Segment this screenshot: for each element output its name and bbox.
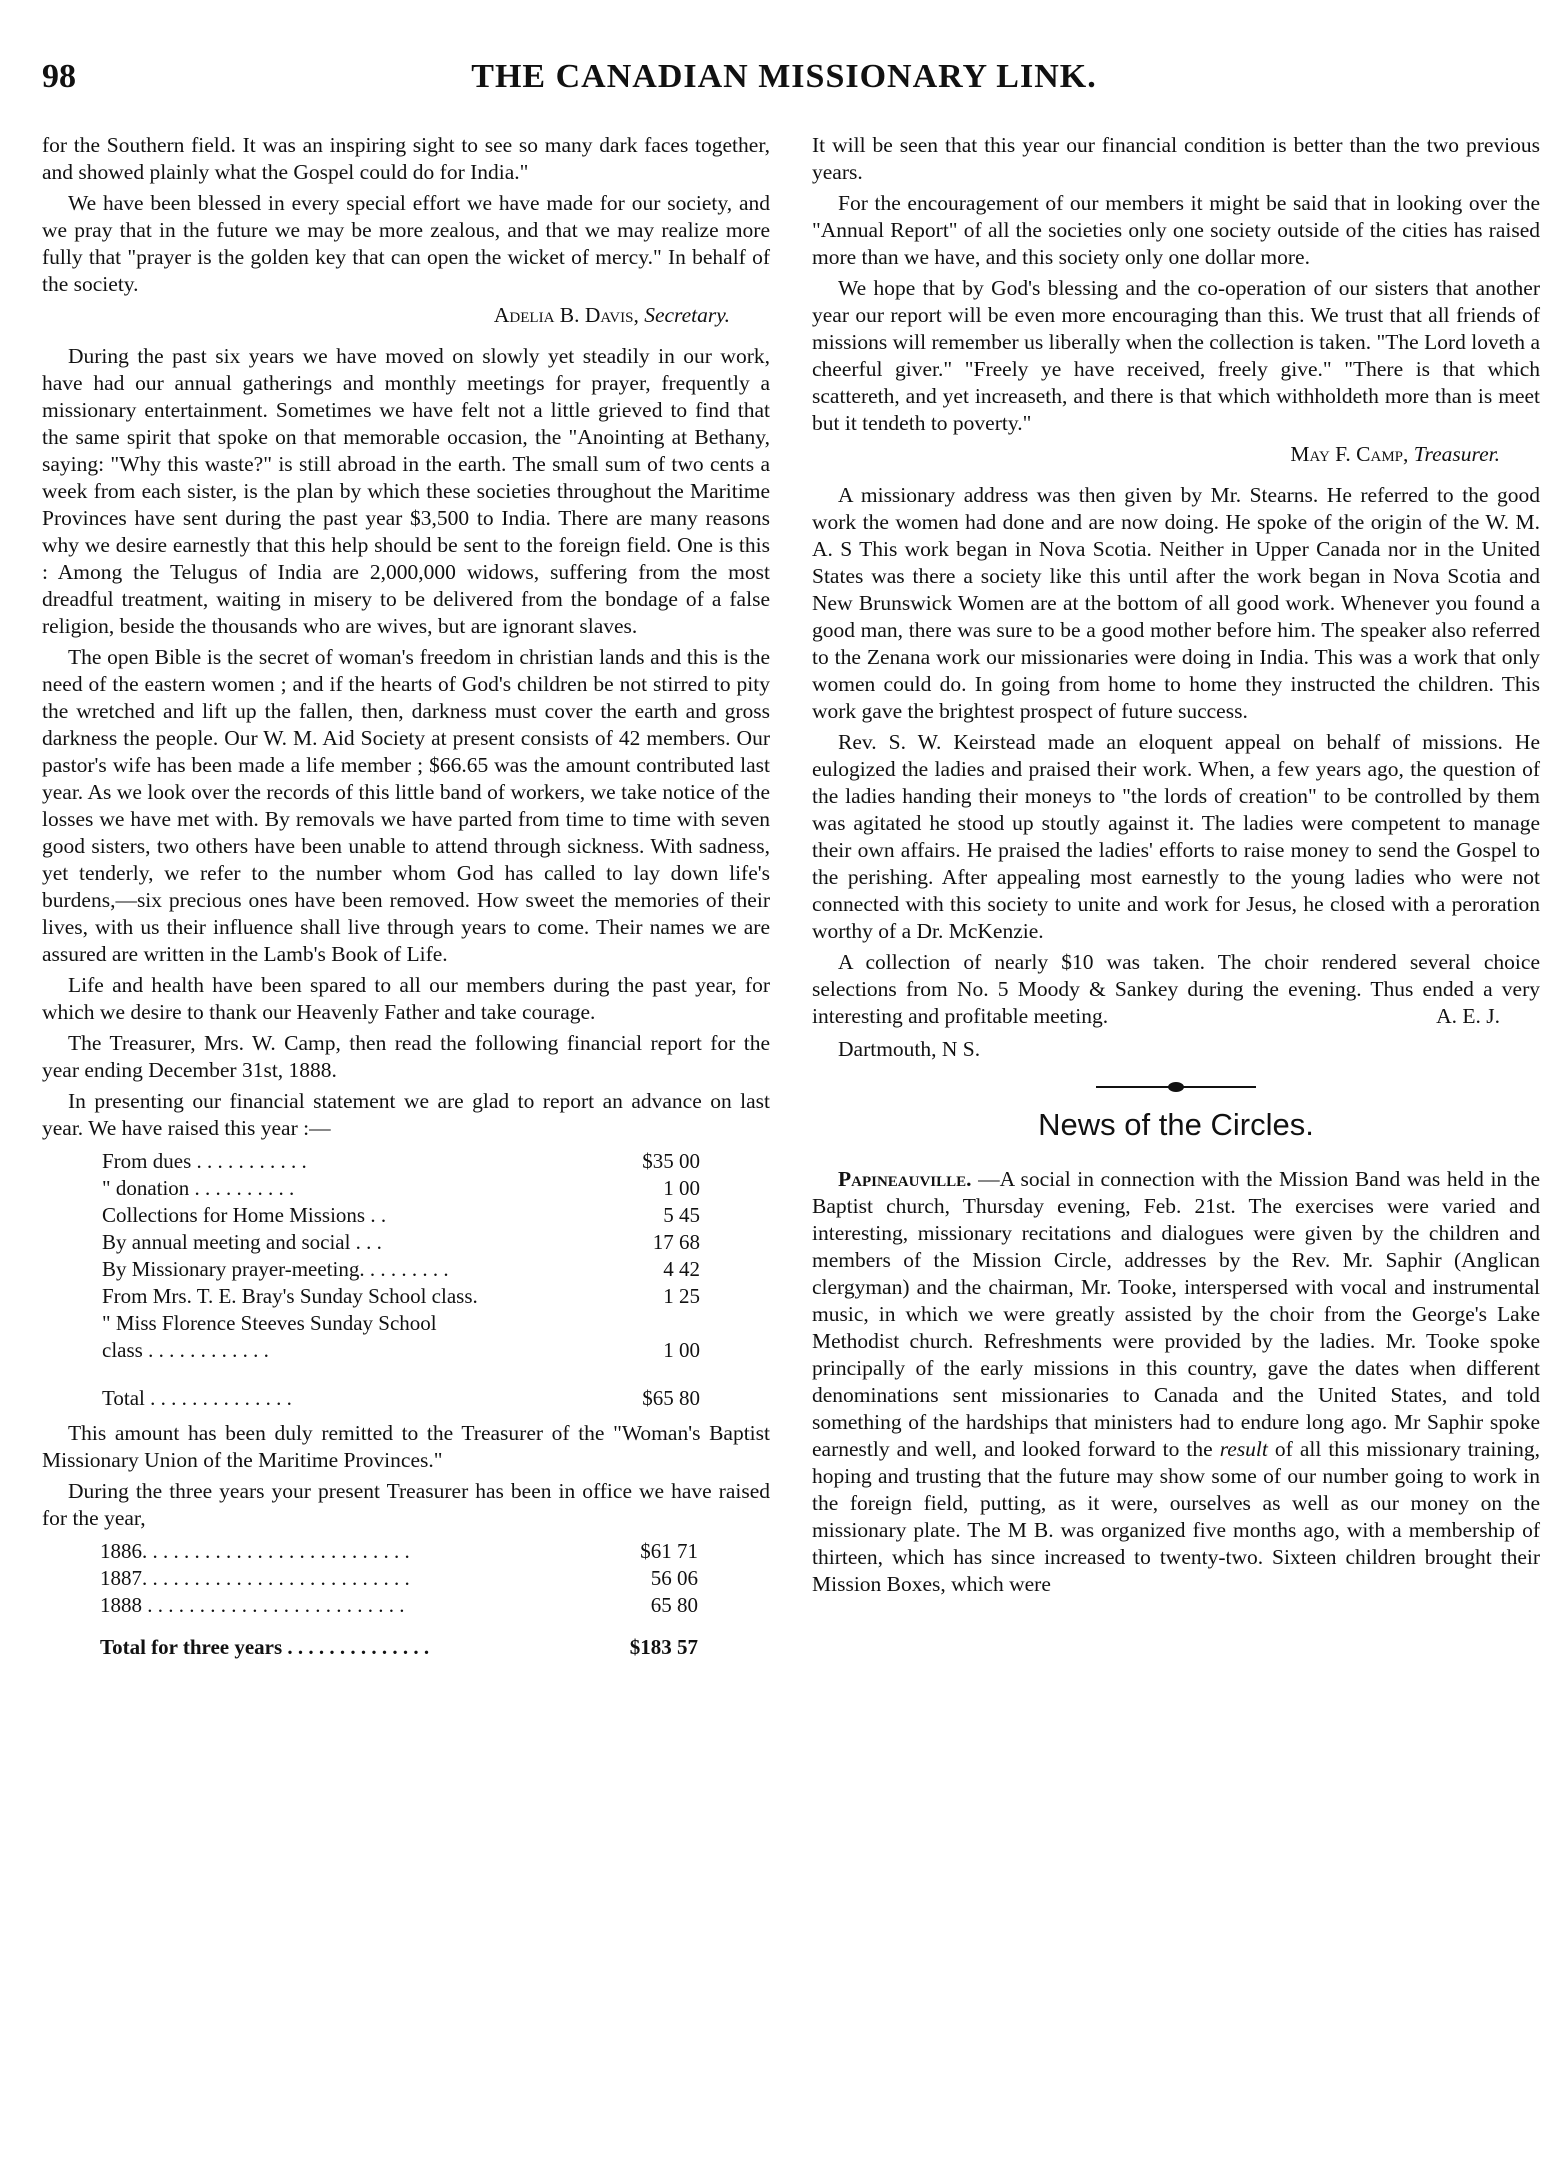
total-label: Total . . . . . . . . . . . . . . <box>102 1386 292 1410</box>
table-total-row <box>100 1619 698 1661</box>
table-row <box>102 1337 700 1364</box>
divider-ornament-icon <box>1168 1082 1184 1092</box>
total-amount: $183 57 <box>629 1635 698 1659</box>
left-column <box>42 132 770 1669</box>
paragraph-text: —A social in connection with the Mission Band was held in the Baptist church, Thursday evening, Feb. 21st. The exercises were varied and interesting, missionary recitations and dialogues were given by the children and members of the Mission Circle, addresses by the Rev. Mr. Saphir (Anglican clergyman) and the chairman, Mr. Tooke, interspersed with vocal and instrumental music, in which we were greatly assisted by the choir from the George's Lake Methodist church. Refreshments were provided by the ladies. Mr. Tooke spoke principally of the early missions in this country, gave the dates when different denominations sent missionaries to Canada and the United States, and told something of the hardships that ministers had to endure long ago. Mr Saphir spoke earnestly and well, and looked forward to the <box>812 1167 1541 1461</box>
table-row <box>100 1538 698 1565</box>
row-amount: $61 71 <box>640 1539 698 1563</box>
paragraph: This amount has been duly remitted to the Treasurer of the "Woman's Baptist Missionary Union of the Maritime Provinces." <box>42 1421 770 1472</box>
row-label: 1888 . . . . . . . . . . . . . . . . . . . . . . . . . <box>100 1593 405 1617</box>
paragraph: During the past six years we have moved on slowly yet steadily in our work, have had our annual gatherings and monthly meetings for prayer, frequently a missionary entertainment. Sometimes we have felt not a little grieved to find that the same spirit that spoke on that memorable occasion, the "Anointing at Bethany, saying: "Why this waste?" is still abroad in the earth. The small sum of two cents a week from each sister, is the plan by which these societies throughout the Maritime Provinces have sent during the past year $3,500 to India. There are many reasons why we desire earnestly that this help should be sent to the foreign field. One is this : Among the Telugus of India are 2,000,000 widows, suffering from the most dreadful treatment, waiting in misery to be delivered from the bondage of a false religion, beside the thousands who are wives, but are ignorant slaves. <box>42 344 770 638</box>
paragraph: A missionary address was then given by Mr. Stearns. He referred to the good work the women had done and are now doing. He spoke of the origin of the W. M. A. S This work began in Nova Scotia. Neither in Upper Canada nor in the United States was there a society like this until after the work began in Nova Scotia and New Brunswick Women are at the bottom of all good work. Whenever you found a good man, there was sure to be a good mother before him. The speaker also referred to the Zenana work our missionaries were doing in India. This was a work that only women could do. In going from home to home they instructed the children. This work gave the brightest prospect of future success. <box>812 483 1540 723</box>
table-row <box>102 1256 700 1283</box>
paragraph: The Treasurer, Mrs. W. Camp, then read the following financial report for the year ending December 31st, 1888. <box>42 1031 770 1082</box>
signature-name: May F. Camp, <box>1290 442 1409 466</box>
row-amount: 56 06 <box>650 1566 698 1590</box>
row-amount: 1 00 <box>663 1338 700 1362</box>
row-label: From Mrs. T. E. Bray's Sunday School class. <box>102 1284 478 1308</box>
row-label: class . . . . . . . . . . . . <box>102 1338 269 1362</box>
total-amount: $65 80 <box>642 1386 700 1410</box>
row-amount: 5 45 <box>663 1203 700 1227</box>
paragraph: Life and health have been spared to all our members during the past year, for which we desire to thank our Heavenly Father and take courage. <box>42 973 770 1024</box>
paragraph: for the Southern field. It was an inspiring sight to see so many dark faces together, and showed plainly what the Gospel could do for India." <box>42 133 770 184</box>
table-total-row <box>102 1364 700 1412</box>
row-amount: 1 00 <box>663 1176 700 1200</box>
paragraph-text: of all this missionary training, hoping and trusting that the future may show some of our number going to work in the foreign field, putting, as it were, ourselves as well as our money on the missionary plate. The M B. was organized five months ago, with a membership of thirteen, which has since increased to twenty-two. Sixteen children brought their Mission Boxes, which were <box>812 1437 1541 1596</box>
section-divider <box>1096 1081 1256 1093</box>
author-initials: A. E. J. <box>1436 1004 1500 1028</box>
signature-treasurer <box>812 441 1500 468</box>
row-label: By annual meeting and social . . . <box>102 1230 382 1254</box>
page-header <box>42 58 1526 108</box>
paragraph: We have been blessed in every special effort we have made for our society, and we pray that in the future we may be more zealous, and that we may realize more fully that "prayer is the golden key that can open the wicket of mercy." In behalf of the society. <box>42 191 770 296</box>
table-row <box>102 1310 700 1337</box>
row-label: " donation . . . . . . . . . . <box>102 1176 295 1200</box>
paragraph: During the three years your present Treasurer has been in office we have raised for the year, <box>42 1479 770 1530</box>
emphasis-word: result <box>1219 1437 1268 1461</box>
circle-place-name: Papineauville. <box>838 1167 972 1191</box>
row-amount <box>622 1310 700 1337</box>
row-amount: 4 42 <box>663 1257 700 1281</box>
table-row <box>102 1202 700 1229</box>
paragraph <box>812 949 1540 1030</box>
paragraph <box>812 1166 1540 1598</box>
paragraph: We hope that by God's blessing and the co-operation of our sisters that another year our report will be even more encouraging than this. We trust that all friends of missions will remember us liberally when the collection is taken. "The Lord loveth a cheerful giver." "Freely ye have received, freely give." "There is that which scattereth, and yet increaseth, and there is that which withholdeth more than is meet but it tendeth to poverty." <box>812 276 1540 435</box>
signature-role: Secretary. <box>644 303 730 327</box>
table-row <box>100 1592 698 1619</box>
table-row <box>102 1283 700 1310</box>
total-label: Total for three years . . . . . . . . . . . . . . <box>100 1635 430 1659</box>
row-label: By Missionary prayer-meeting. . . . . . . . . <box>102 1257 449 1281</box>
page-number: 98 <box>42 58 76 95</box>
row-amount: 65 80 <box>650 1593 698 1617</box>
section-heading: News of the Circles. <box>1038 1107 1314 1142</box>
paragraph: In presenting our financial statement we are glad to report an advance on last year. We have raised this year :— <box>42 1089 770 1140</box>
paragraph: It will be seen that this year our financial condition is better than the two previous years. <box>812 133 1540 184</box>
paragraph: For the encouragement of our members it might be said that in looking over the "Annual Report" of all the societies only one society outside of the cities has raised more than we have, and this society only one dollar more. <box>812 191 1540 269</box>
paragraph: Rev. S. W. Keirstead made an eloquent appeal on behalf of missions. He eulogized the ladies and praised their work. When, a few years ago, the question of the ladies handing their moneys to "the lords of creation" to be controlled by them was agitated he stood up stoutly against it. The ladies were competent to manage their own affairs. He praised the ladies' efforts to raise money to send the Gospel to the perishing. After appealing most earnestly to the young ladies who were not connected with this society to unite and work for Jesus, he closed with a peroration worthy of a Dr. McKenzie. <box>812 730 1540 943</box>
row-amount: 1 25 <box>663 1284 700 1308</box>
right-column <box>812 132 1540 1602</box>
signature-role: Treasurer. <box>1413 442 1500 466</box>
place-line: Dartmouth, N S. <box>838 1037 981 1061</box>
paragraph-text: A collection of nearly $10 was taken. The choir rendered several choice selections from No. 5 Moody & Sankey during the evening. Thus ended a very interesting and profitable meeting. <box>812 950 1540 1028</box>
row-label: From dues . . . . . . . . . . . <box>102 1149 307 1173</box>
table-row <box>102 1148 700 1175</box>
signature-secretary <box>42 302 730 329</box>
row-amount: $35 00 <box>642 1149 700 1173</box>
journal-title: THE CANADIAN MISSIONARY LINK. <box>471 58 1097 95</box>
signature-name: Adelia B. Davis, <box>493 303 639 327</box>
row-label: 1887. . . . . . . . . . . . . . . . . . . . . . . . . . <box>100 1566 410 1590</box>
row-label: Collections for Home Missions . . <box>102 1203 387 1227</box>
yearly-table <box>100 1538 698 1661</box>
finance-table <box>102 1148 700 1412</box>
table-row <box>102 1175 700 1202</box>
table-row <box>100 1565 698 1592</box>
paragraph: The open Bible is the secret of woman's freedom in christian lands and this is the need of the eastern women ; and if the hearts of God's children be not stirred to pity the wretched and lift up the fallen, then, darkness must cover the earth and gross darkness the people. Our W. M. Aid Society at present consists of 42 members. Our pastor's wife has been made a life member ; $66.65 was the amount contributed last year. As we look over the records of this little band of workers, we take notice of the losses we have met with. By removals we have parted from time to time with seven good sisters, two others have been unable to attend through sickness. With sadness, yet tenderly, we refer to the number whom God has called to lay down life's burdens,—six precious ones have been removed. How sweet the memories of their lives, with us their influence shall live through years to come. Their names we are assured are written in the Lamb's Book of Life. <box>42 645 770 966</box>
row-label: " Miss Florence Steeves Sunday School <box>102 1311 437 1335</box>
table-row <box>102 1229 700 1256</box>
row-amount: 17 68 <box>652 1230 700 1254</box>
row-label: 1886. . . . . . . . . . . . . . . . . . . . . . . . . . <box>100 1539 410 1563</box>
